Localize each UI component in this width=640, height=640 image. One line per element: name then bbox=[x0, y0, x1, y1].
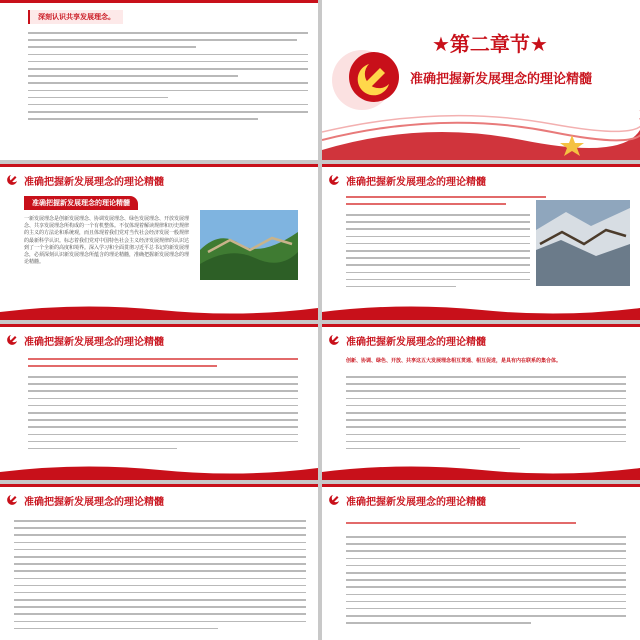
slide-title: 准确把握新发展理念的理论精髓 bbox=[24, 177, 164, 188]
slide-header bbox=[0, 492, 318, 510]
lead-text: 创新、协调、绿色、开放、共享这五大发展理念相互贯通、相互促进，是具有内在联系的集合体。 bbox=[346, 358, 562, 364]
subtitle-bar: 准确把握新发展理念的理论精髓 bbox=[24, 196, 138, 210]
bottom-wave-decor bbox=[0, 302, 318, 320]
slide-title: 准确把握新发展理念的理论精髓 bbox=[346, 337, 486, 348]
body-paragraph: 一新发展理念是创新发展理念、协调发展理念、绿色发展理念、开放发展理念、共享发展理念所构成的一个有机整体。不仅体现着解读规律和历史规律的主义的方法论和系统观，而且体现着我们党对当代社会经济发展一般规律的最新科学认识。标志着我们党对中国特色社会主义经济发展规律的认识达到了一个全新的高度和境界。深入学习和全面贯彻习近平总书记的新发展理念，必须深刻认识新发展理念所蕴含的理论精髓，准确把握新发展理念的理论精髓。 bbox=[24, 216, 190, 266]
slide-title: 准确把握新发展理念的理论精髓 bbox=[346, 497, 486, 508]
slide-title: 准确把握新发展理念的理论精髓 bbox=[24, 497, 164, 508]
lead-text bbox=[28, 358, 298, 372]
top-red-bar bbox=[322, 164, 640, 167]
party-emblem-icon bbox=[6, 332, 20, 346]
body-text bbox=[346, 536, 626, 629]
lead-text bbox=[346, 522, 616, 529]
slide-1 bbox=[0, 0, 318, 160]
body-text bbox=[28, 32, 308, 125]
slide-4 bbox=[322, 164, 640, 320]
section-tag: 深刻认识共享发展理念。 bbox=[28, 10, 123, 24]
slide-2 bbox=[322, 0, 640, 160]
body-text bbox=[346, 214, 530, 293]
body-text bbox=[28, 376, 298, 455]
body-text bbox=[346, 376, 626, 455]
top-red-bar bbox=[0, 164, 318, 167]
slide-7 bbox=[0, 484, 318, 640]
party-emblem-icon bbox=[328, 172, 342, 186]
slide-3 bbox=[0, 164, 318, 320]
body-text bbox=[14, 520, 306, 635]
slide-8 bbox=[322, 484, 640, 640]
party-emblem-icon bbox=[6, 492, 20, 506]
slide-6 bbox=[322, 324, 640, 480]
top-red-bar bbox=[322, 324, 640, 327]
great-wall-snow-photo bbox=[536, 200, 630, 286]
great-wall-photo bbox=[200, 210, 298, 280]
party-emblem-icon bbox=[6, 172, 20, 186]
slide-header bbox=[322, 172, 640, 190]
top-red-bar bbox=[0, 484, 318, 487]
party-emblem-icon bbox=[328, 492, 342, 506]
bottom-wave-decor bbox=[322, 302, 640, 320]
party-emblem-icon bbox=[347, 50, 401, 104]
slide-header bbox=[0, 172, 318, 190]
top-red-bar bbox=[0, 0, 318, 3]
slide-header bbox=[0, 332, 318, 350]
top-red-bar bbox=[0, 324, 318, 327]
slide-title: 准确把握新发展理念的理论精髓 bbox=[24, 337, 164, 348]
party-emblem-icon bbox=[328, 332, 342, 346]
slide-title: 准确把握新发展理念的理论精髓 bbox=[346, 177, 486, 188]
slide-header bbox=[322, 332, 640, 350]
top-red-bar bbox=[322, 484, 640, 487]
slide-5 bbox=[0, 324, 318, 480]
chapter-title: 准确把握新发展理念的理论精髓 bbox=[410, 72, 593, 87]
bottom-wave-decor bbox=[322, 462, 640, 480]
bottom-wave-decor bbox=[0, 462, 318, 480]
chapter-label: ★第二章节★ bbox=[432, 32, 548, 56]
lead-text bbox=[346, 196, 546, 210]
slide-header bbox=[322, 492, 640, 510]
